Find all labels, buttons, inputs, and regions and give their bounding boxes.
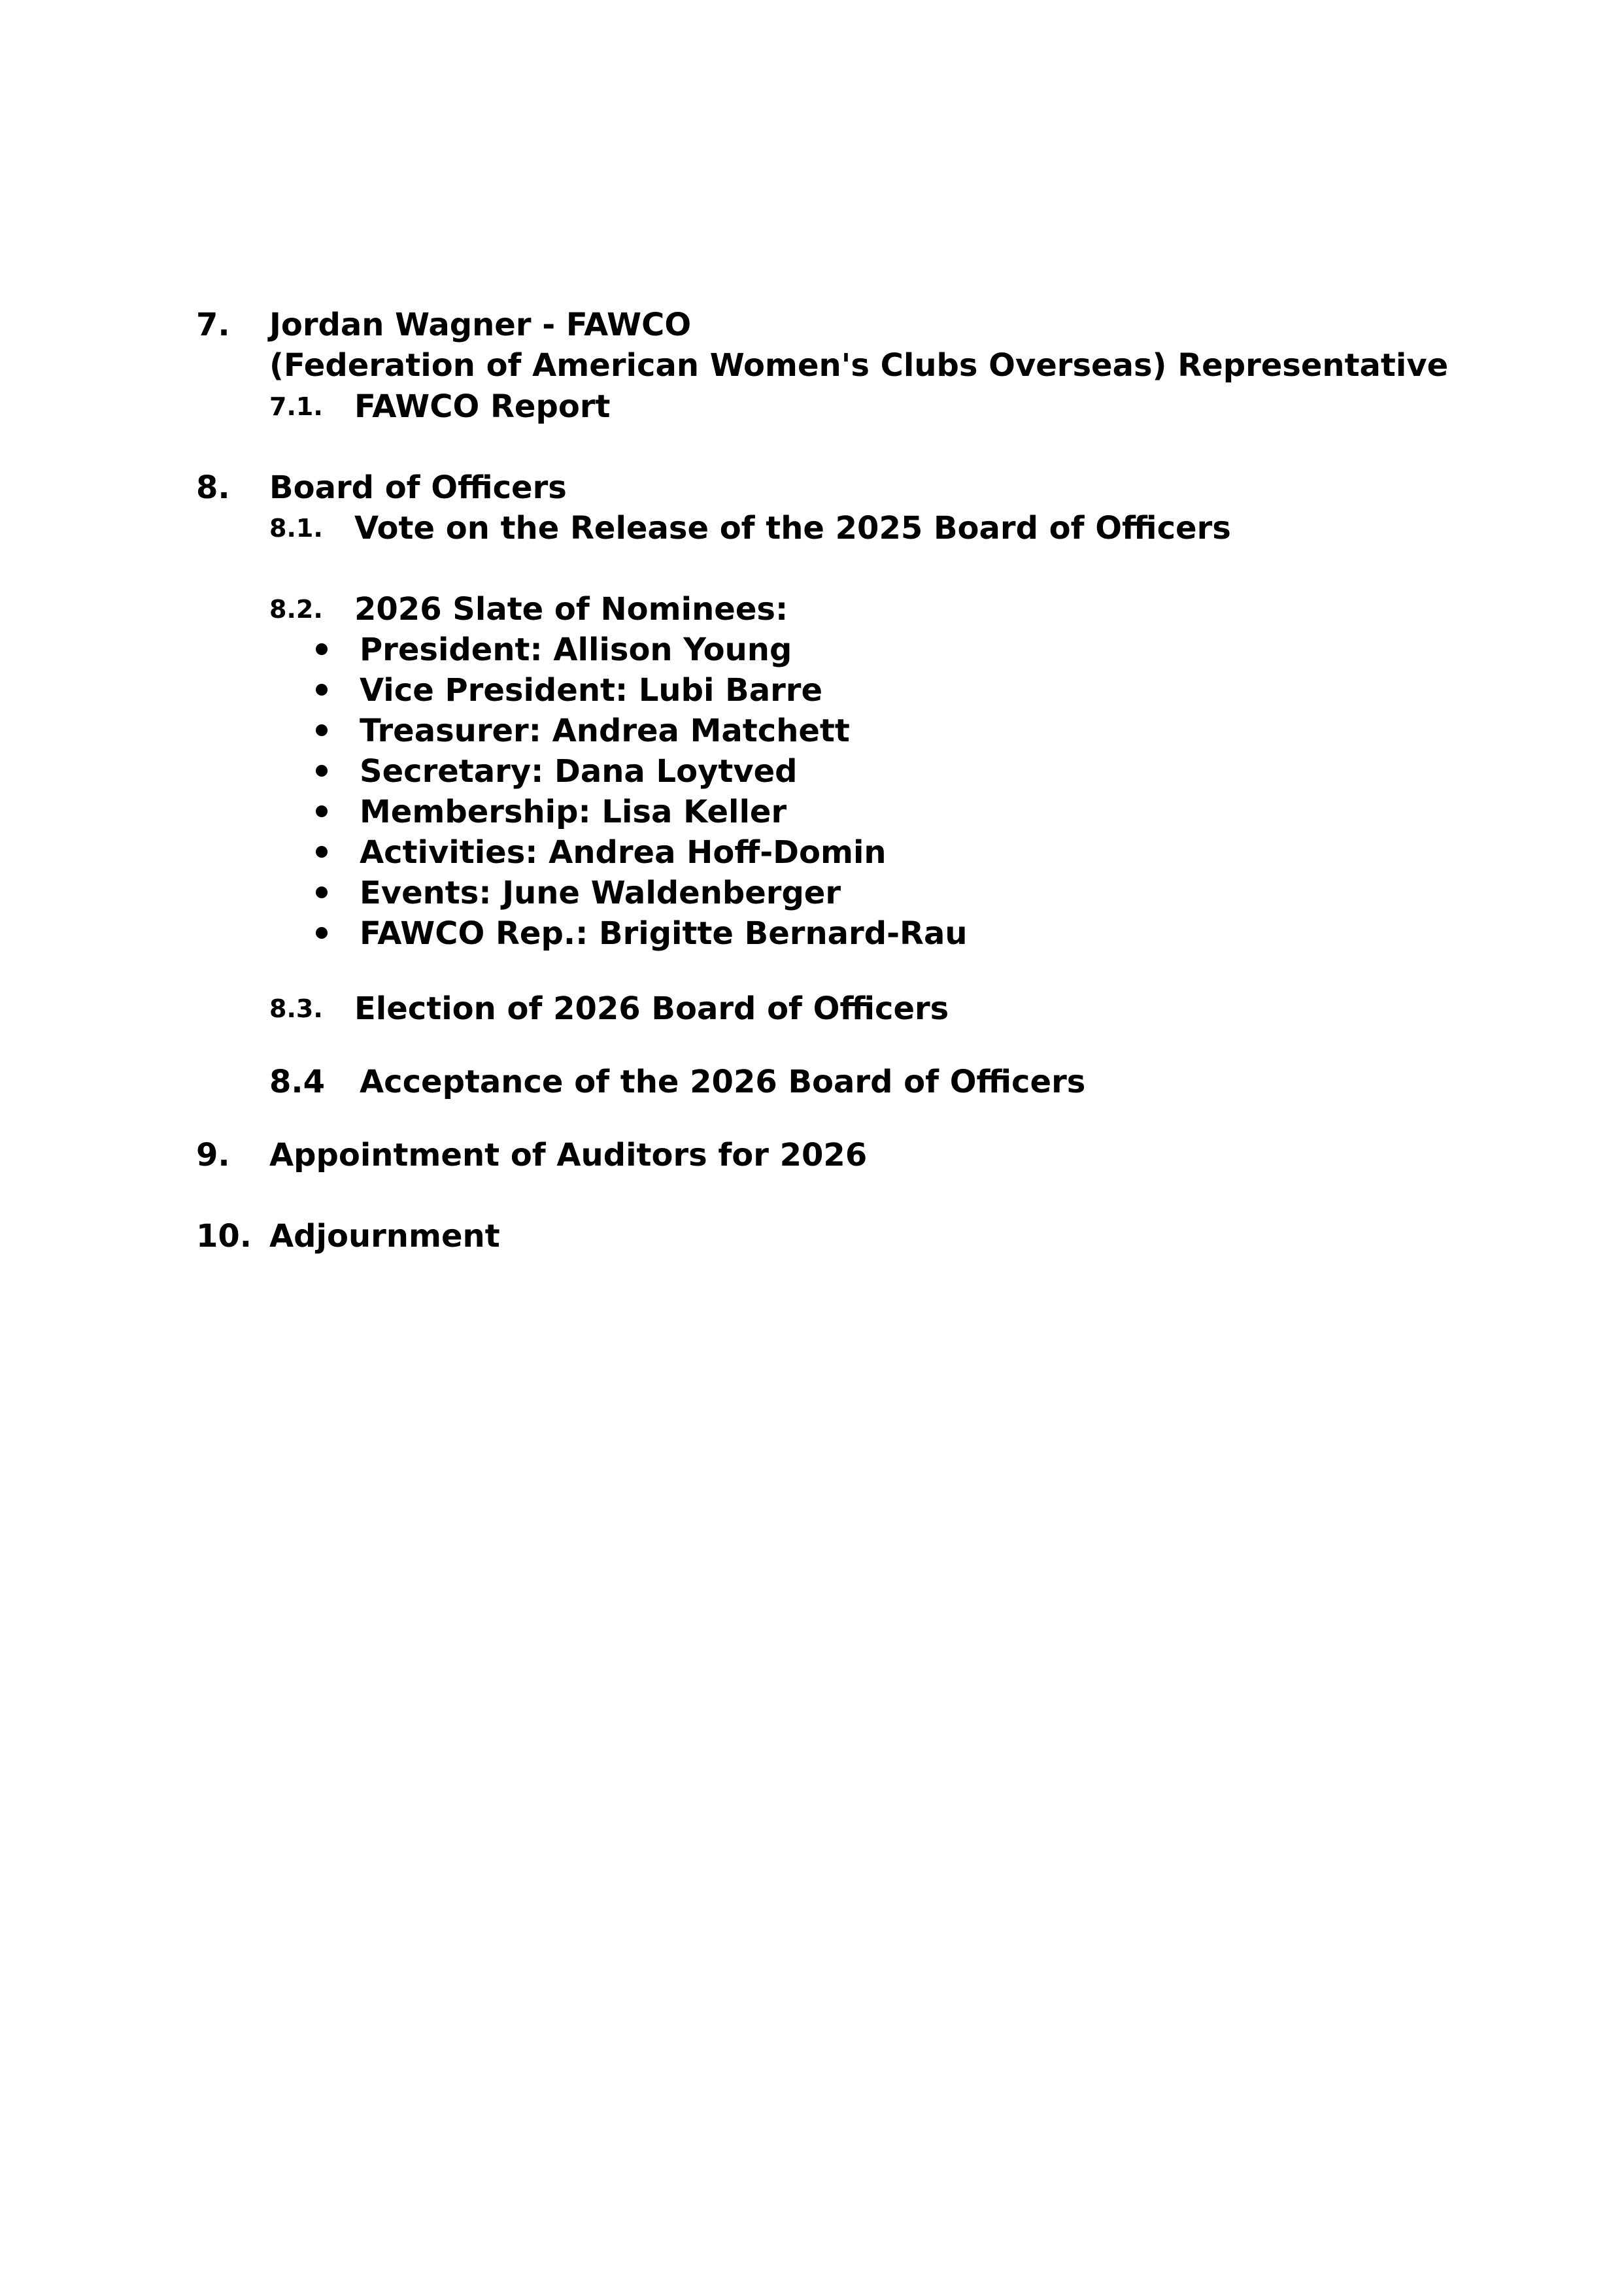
- agenda-item-8-2-text: 2026 Slate of Nominees:: [354, 591, 788, 628]
- bullet-icon: [316, 724, 328, 736]
- nominee-vice-president: Vice President: Lubi Barre: [360, 672, 822, 709]
- bullet-icon: [316, 886, 328, 898]
- agenda-item-8-2-number: 8.2.: [269, 595, 323, 624]
- bullet-icon: [316, 805, 328, 817]
- agenda-item-10-number: 10.: [196, 1218, 252, 1255]
- bullet-icon: [316, 684, 328, 696]
- agenda-item-8-3-number: 8.3.: [269, 994, 323, 1023]
- bullet-icon: [316, 846, 328, 858]
- agenda-item-8-1-number: 8.1.: [269, 514, 323, 543]
- nominee-activities: Activities: Andrea Hoff-Domin: [360, 834, 887, 871]
- agenda-item-7-number: 7.: [196, 307, 230, 343]
- nominee-treasurer: Treasurer: Andrea Matchett: [360, 713, 850, 749]
- agenda-item-8-4-number: 8.4: [269, 1064, 326, 1100]
- agenda-item-7-title: Jordan Wagner - FAWCO: [269, 307, 692, 343]
- agenda-item-7-1-number: 7.1.: [269, 392, 323, 421]
- agenda-item-8-4-text: Acceptance of the 2026 Board of Officers: [360, 1064, 1086, 1100]
- agenda-item-7-subtitle: (Federation of American Women's Clubs Overseas) Representative: [269, 347, 1449, 384]
- agenda-item-9-number: 9.: [196, 1137, 230, 1173]
- bullet-icon: [316, 765, 328, 777]
- nominee-secretary: Secretary: Dana Loytved: [360, 753, 798, 790]
- agenda-item-8-number: 8.: [196, 469, 230, 506]
- agenda-item-10-text: Adjournment: [269, 1218, 500, 1255]
- agenda-item-8-1-text: Vote on the Release of the 2025 Board of Officers: [354, 510, 1231, 547]
- bullet-icon: [316, 643, 328, 655]
- nominee-membership: Membership: Lisa Keller: [360, 794, 787, 830]
- nominee-fawco-rep: FAWCO Rep.: Brigitte Bernard-Rau: [360, 915, 968, 952]
- agenda-item-8-3-text: Election of 2026 Board of Officers: [354, 990, 949, 1027]
- agenda-item-9-text: Appointment of Auditors for 2026: [269, 1137, 868, 1173]
- nominee-president: President: Allison Young: [360, 632, 792, 668]
- agenda-item-7-1-text: FAWCO Report: [354, 388, 611, 425]
- agenda-item-8-title: Board of Officers: [269, 469, 567, 506]
- bullet-icon: [316, 927, 328, 939]
- nominee-events: Events: June Waldenberger: [360, 875, 841, 911]
